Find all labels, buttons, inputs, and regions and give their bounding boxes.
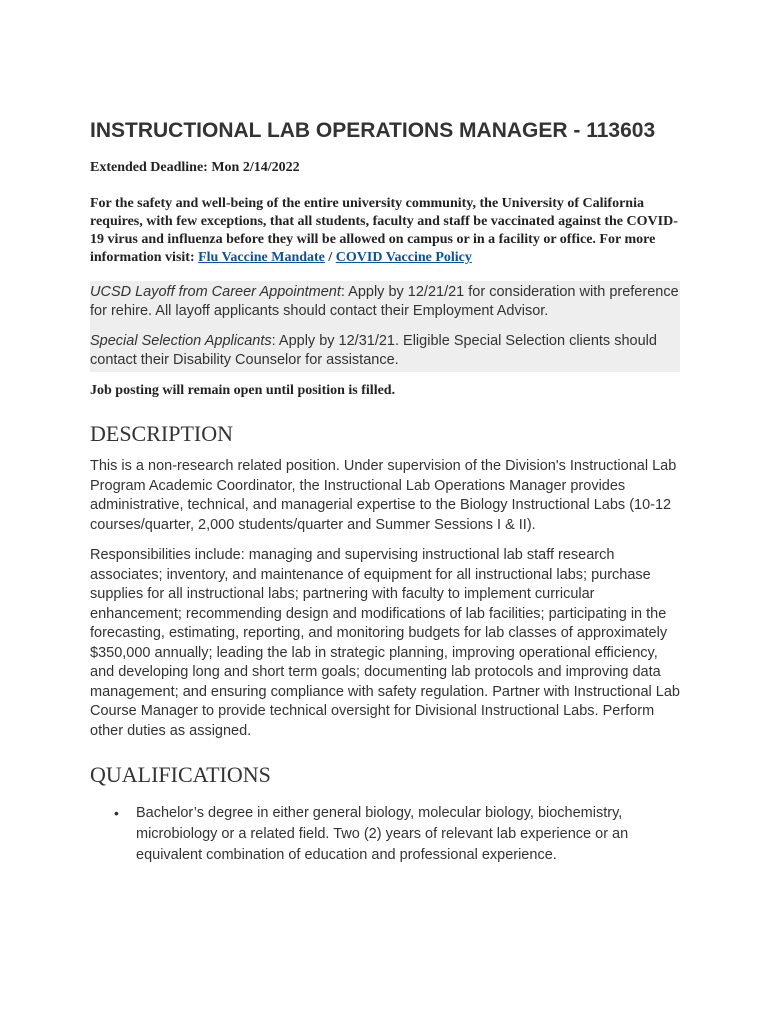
description-heading: DESCRIPTION (90, 421, 234, 446)
link-separator: / (324, 250, 336, 265)
qualifications-list (90, 803, 680, 866)
special-selection-label: Special Selection Applicants (90, 333, 272, 349)
qualification-text: Bachelor’s degree in either general biology, molecular biology, biochemistry, microbiology or a related field. Two (2) years of relevant lab experience or an equivalent combination of education and professional experience. (136, 805, 629, 863)
layoff-notice-label: UCSD Layoff from Career Appointment (90, 284, 341, 300)
applicant-notices-box (90, 281, 680, 372)
job-posting-page (90, 112, 680, 866)
special-selection-notice (90, 332, 680, 370)
covid-notice (90, 195, 680, 267)
bullet-icon: • (114, 805, 119, 821)
flu-vaccine-mandate-link[interactable]: Flu Vaccine Mandate (198, 250, 325, 265)
layoff-notice-text: : Apply by 12/21/21 for consideration with preference for rehire. All layoff applicants should contact their Employment Advisor. (90, 284, 679, 319)
layoff-notice (90, 283, 680, 321)
qualifications-heading: QUALIFICATIONS (90, 762, 271, 787)
description-paragraph-2: Responsibilities include: managing and supervising instructional lab staff research associates; inventory, and maintenance of equipment for all instructional labs; purchase supplies for all instructional labs; partnering with faculty to implement curricular enhancement; recommending design and modifications of lab facilities; participating in the forecasting, estimating, reporting, and monitoring budgets for lab classes of approximately $350,000 annually; leading the lab in strategic planning, improving operational efficiency, and developing long and short term goals; documenting lab protocols and improving data management; and ensuring compliance with safety regulation. Partner with Instructional Lab Course Manager to provide technical oversight for Divisional Instructional Labs. Perform other duties as assigned. (90, 547, 680, 739)
special-selection-text: : Apply by 12/31/21. Eligible Special Selection clients should contact their Disability Counselor for assistance. (90, 333, 657, 368)
posting-open-note: Job posting will remain open until position is filled. (90, 383, 396, 398)
description-paragraph-1: This is a non-research related position. Under supervision of the Division's Instructional Lab Program Academic Coordinator, the Instructional Lab Operations Manager provides administrative, technical, and managerial expertise to the Biology Instructional Labs (10-12 courses/quarter, 2,000 students/quarter and Summer Sessions I & II). (90, 458, 677, 533)
extended-deadline: Extended Deadline: Mon 2/14/2022 (90, 160, 300, 175)
covid-notice-text: For the safety and well-being of the entire university community, the University of California requires, with few exceptions, that all students, faculty and staff be vaccinated against the COVID-19 virus and influenza before they will be allowed on campus or in a facility or office. For more information visit: (90, 196, 678, 265)
covid-vaccine-policy-link[interactable]: COVID Vaccine Policy (335, 250, 472, 265)
job-title: INSTRUCTIONAL LAB OPERATIONS MANAGER - 113603 (90, 119, 656, 142)
list-item (114, 803, 680, 866)
